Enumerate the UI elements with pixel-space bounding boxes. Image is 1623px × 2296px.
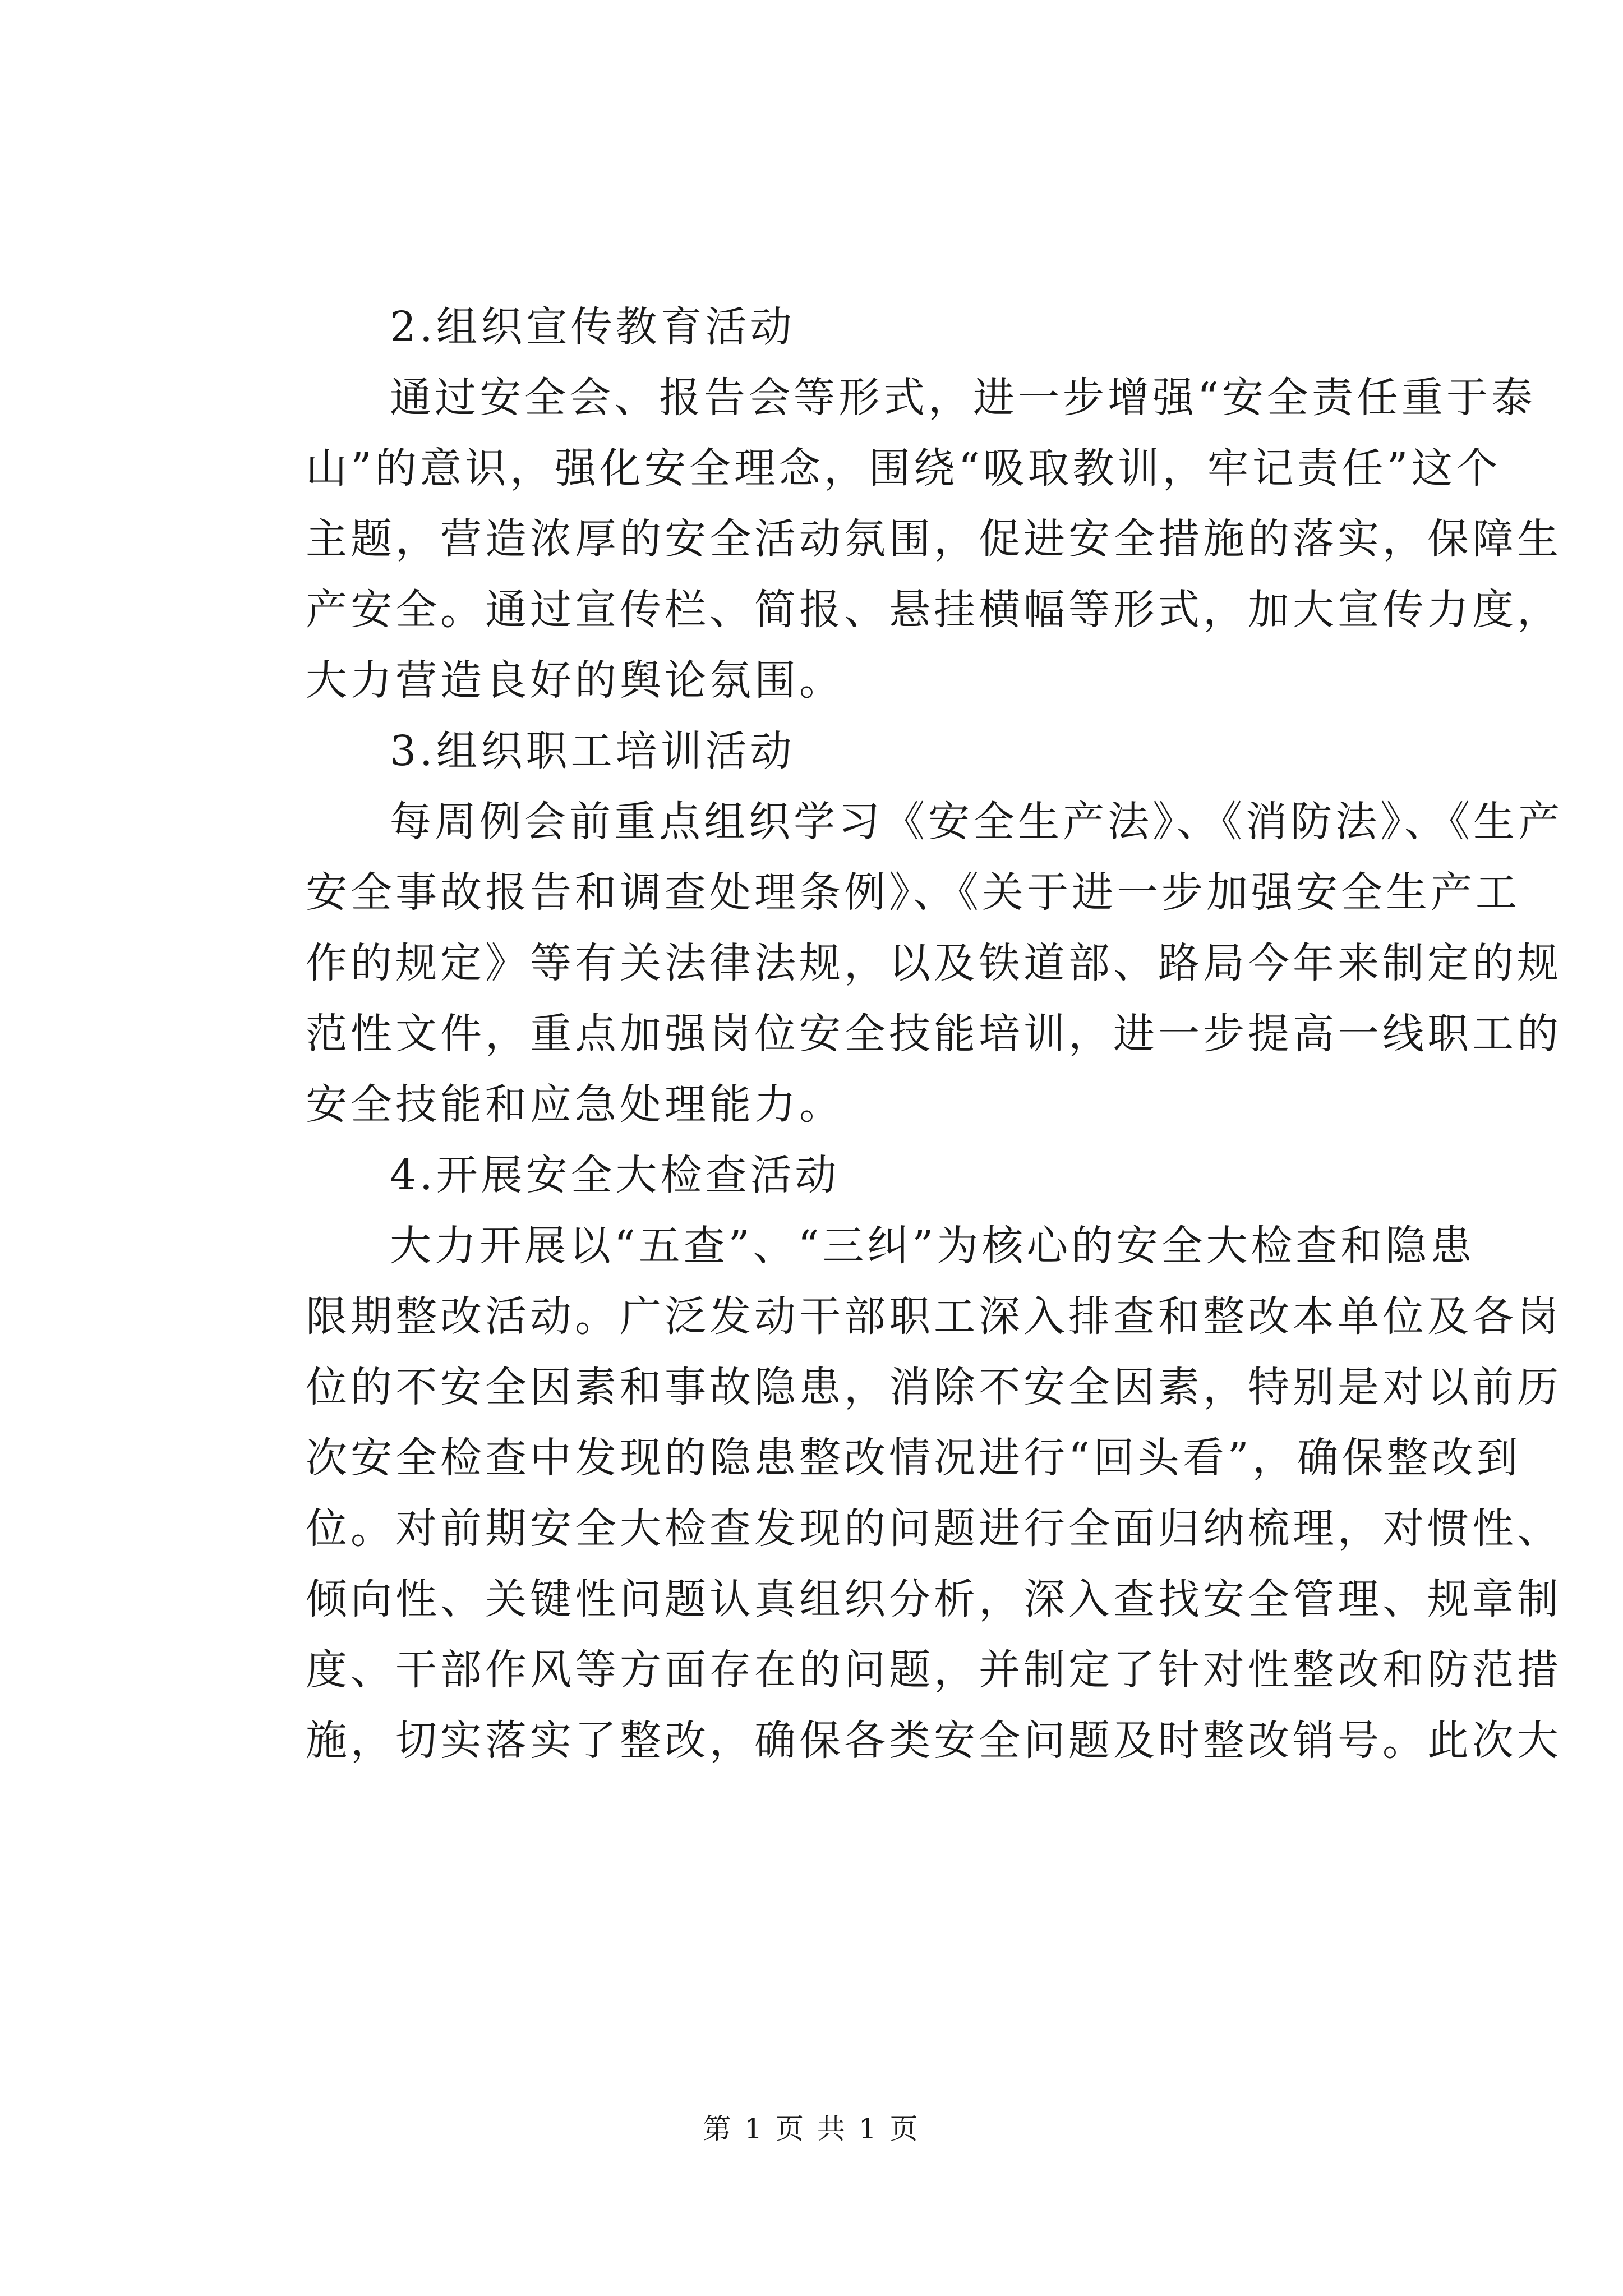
paragraph-line: 安全事故报告和调查处理条例》、《关于进一步加强安全生产工 — [306, 868, 1520, 917]
paragraph-line: 施，切实落实了整改，确保各类安全问题及时整改销号。此次大 — [306, 1717, 1562, 1765]
section-heading-3: 3.组织职工培训活动 — [390, 727, 795, 775]
paragraph-line: 通过安全会、报告会等形式，进一步增强“安全责任重于泰 — [390, 374, 1536, 422]
paragraph-line: 主题，营造浓厚的安全活动氛围，促进安全措施的落实，保障生 — [306, 515, 1562, 563]
paragraph-line: 范性文件，重点加强岗位安全技能培训，进一步提高一线职工的 — [306, 1010, 1562, 1058]
paragraph-line: 安全技能和应急处理能力。 — [306, 1080, 844, 1129]
page-footer: 第 1 页 共 1 页 — [703, 2113, 920, 2145]
paragraph-line: 位。对前期安全大检查发现的问题进行全面归纳梳理，对惯性、 — [306, 1504, 1562, 1553]
section-heading-4: 4.开展安全大检查活动 — [390, 1151, 840, 1199]
paragraph-4 — [306, 1211, 1562, 1776]
paragraph-line: 倾向性、关键性问题认真组织分析，深入查找安全管理、规章制 — [306, 1575, 1562, 1623]
paragraph-line: 山”的意识，强化安全理念，围绕“吸取教训，牢记责任”这个 — [306, 444, 1501, 493]
paragraph-line: 作的规定》等有关法律法规，以及铁道部、路局今年来制定的规 — [306, 939, 1562, 987]
paragraph-line: 位的不安全因素和事故隐患，消除不安全因素，特别是对以前历 — [306, 1363, 1562, 1411]
paragraph-2 — [306, 362, 1562, 716]
document-body — [306, 292, 1563, 1776]
paragraph-line: 产安全。通过宣传栏、简报、悬挂横幅等形式，加大宣传力度， — [306, 586, 1562, 634]
paragraph-line: 大力营造良好的舆论氛围。 — [306, 656, 844, 705]
paragraph-line: 限期整改活动。广泛发动干部职工深入排查和整改本单位及各岗 — [306, 1292, 1562, 1341]
paragraph-line: 大力开展以“五查”、“三纠”为核心的安全大检查和隐患 — [390, 1222, 1476, 1270]
paragraph-line: 每周例会前重点组织学习《安全生产法》、《消防法》、《生产 — [390, 798, 1563, 846]
paragraph-3 — [306, 786, 1563, 1140]
section-heading-2: 2.组织宣传教育活动 — [390, 303, 795, 351]
paragraph-line: 次安全检查中发现的隐患整改情况进行“回头看”，确保整改到 — [306, 1434, 1521, 1482]
paragraph-line: 度、干部作风等方面存在的问题，并制定了针对性整改和防范措 — [306, 1646, 1562, 1694]
